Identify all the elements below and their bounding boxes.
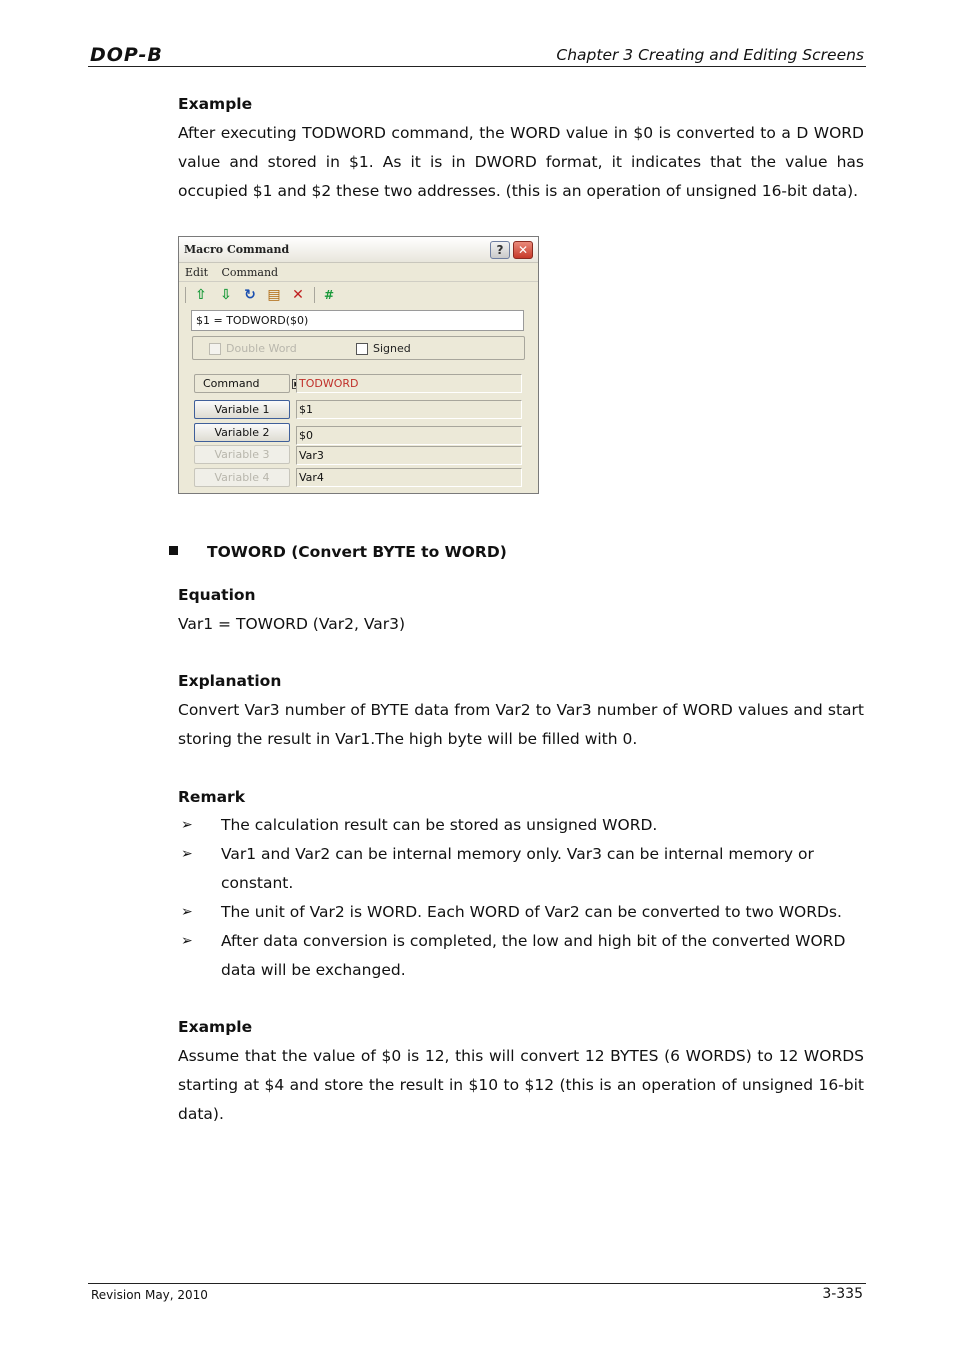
dialog-title: Macro Command <box>184 243 290 256</box>
revision-date: Revision May, 2010 <box>91 1288 208 1302</box>
explanation-heading: Explanation <box>178 672 282 690</box>
macro-command-dialog <box>178 236 539 494</box>
example2-text: Assume that the value of $0 is 12, this will convert 12 BYTES (6 WORDS) to 12 WORDS starting at $4 and store the result in $10 to $12 (this is an operation of unsigned 16-bit data). <box>178 1047 864 1123</box>
dialog-titlebar <box>179 237 538 263</box>
toolbar-separator <box>185 287 186 303</box>
equation-text: Var1 = TOWORD (Var2, Var3) <box>178 615 406 633</box>
remark-marker: ➢ <box>181 817 193 833</box>
signed-checkbox[interactable] <box>356 343 368 355</box>
remark-marker: ➢ <box>181 846 193 862</box>
options-group <box>192 336 525 360</box>
chapter-title: Chapter 3 Creating and Editing Screens <box>556 46 864 64</box>
delete-icon[interactable]: ✕ <box>292 287 304 303</box>
variable-4-field: Var4 <box>296 468 522 487</box>
remark-item: After data conversion is completed, the low and high bit of the converted WORD data will be exchanged. <box>221 932 846 979</box>
remark-marker: ➢ <box>181 933 193 949</box>
variable-1-field[interactable]: $1 <box>296 400 522 419</box>
command-value: TODWORD <box>296 374 522 393</box>
menu-edit[interactable]: Edit <box>185 266 209 279</box>
page-number: 3-335 <box>822 1286 863 1302</box>
variable-2-field[interactable]: $0 <box>296 426 522 445</box>
variable-3-button: Variable 3 <box>194 445 290 464</box>
remark-heading: Remark <box>178 788 246 806</box>
explanation-text: Convert Var3 number of BYTE data from Var2 to Var3 number of WORD values and start storing the result in Var1.The high byte will be filled with 0. <box>178 701 864 748</box>
close-button[interactable]: ✕ <box>513 241 533 259</box>
signed-label: Signed <box>373 342 411 355</box>
save-icon[interactable]: ▤ <box>267 287 281 303</box>
example2-heading: Example <box>178 1018 253 1036</box>
variable-2-button[interactable]: Variable 2 <box>194 423 290 442</box>
variable-3-field: Var3 <box>296 446 522 465</box>
footer-rule <box>88 1283 866 1284</box>
example-heading: Example <box>178 95 253 113</box>
header-rule <box>88 66 866 67</box>
move-up-icon[interactable]: ⇧ <box>195 287 207 303</box>
hash-icon[interactable]: # <box>323 288 335 302</box>
expression-field[interactable]: $1 = TODWORD($0) <box>191 310 524 331</box>
variable-1-button[interactable]: Variable 1 <box>194 400 290 419</box>
double-word-label: Double Word <box>226 342 297 355</box>
move-down-icon[interactable]: ⇩ <box>220 287 232 303</box>
refresh-icon[interactable]: ↻ <box>244 287 256 303</box>
remark-item: The unit of Var2 is WORD. Each WORD of Var2 can be converted to two WORDs. <box>221 903 842 921</box>
variable-4-button: Variable 4 <box>194 468 290 487</box>
remark-item: The calculation result can be stored as unsigned WORD. <box>221 816 658 834</box>
example-paragraph: After executing TODWORD command, the WORD value in $0 is converted to a D WORD value and stored in $1. As it is in DWORD format, it indicates that the value has occupied $1 and $2 these two addresses. (this is an operation of unsigned 16-bit data). <box>178 124 864 200</box>
remark-marker: ➢ <box>181 904 193 920</box>
section-bullet <box>169 546 178 555</box>
dialog-menubar <box>185 266 288 279</box>
help-button[interactable]: ? <box>490 241 510 259</box>
section-title: TOWORD (Convert BYTE to WORD) <box>207 543 507 561</box>
command-selector[interactable] <box>194 374 290 393</box>
remark-item: Var1 and Var2 can be internal memory only. Var3 can be internal memory or constant. <box>221 845 814 892</box>
dop-b-logo: DOP-B <box>90 44 163 66</box>
command-label: Command <box>203 377 260 390</box>
toolbar-separator <box>314 287 315 303</box>
double-word-checkbox[interactable] <box>209 343 221 355</box>
menu-divider <box>179 281 538 282</box>
equation-heading: Equation <box>178 586 256 604</box>
menu-command[interactable]: Command <box>221 266 279 279</box>
